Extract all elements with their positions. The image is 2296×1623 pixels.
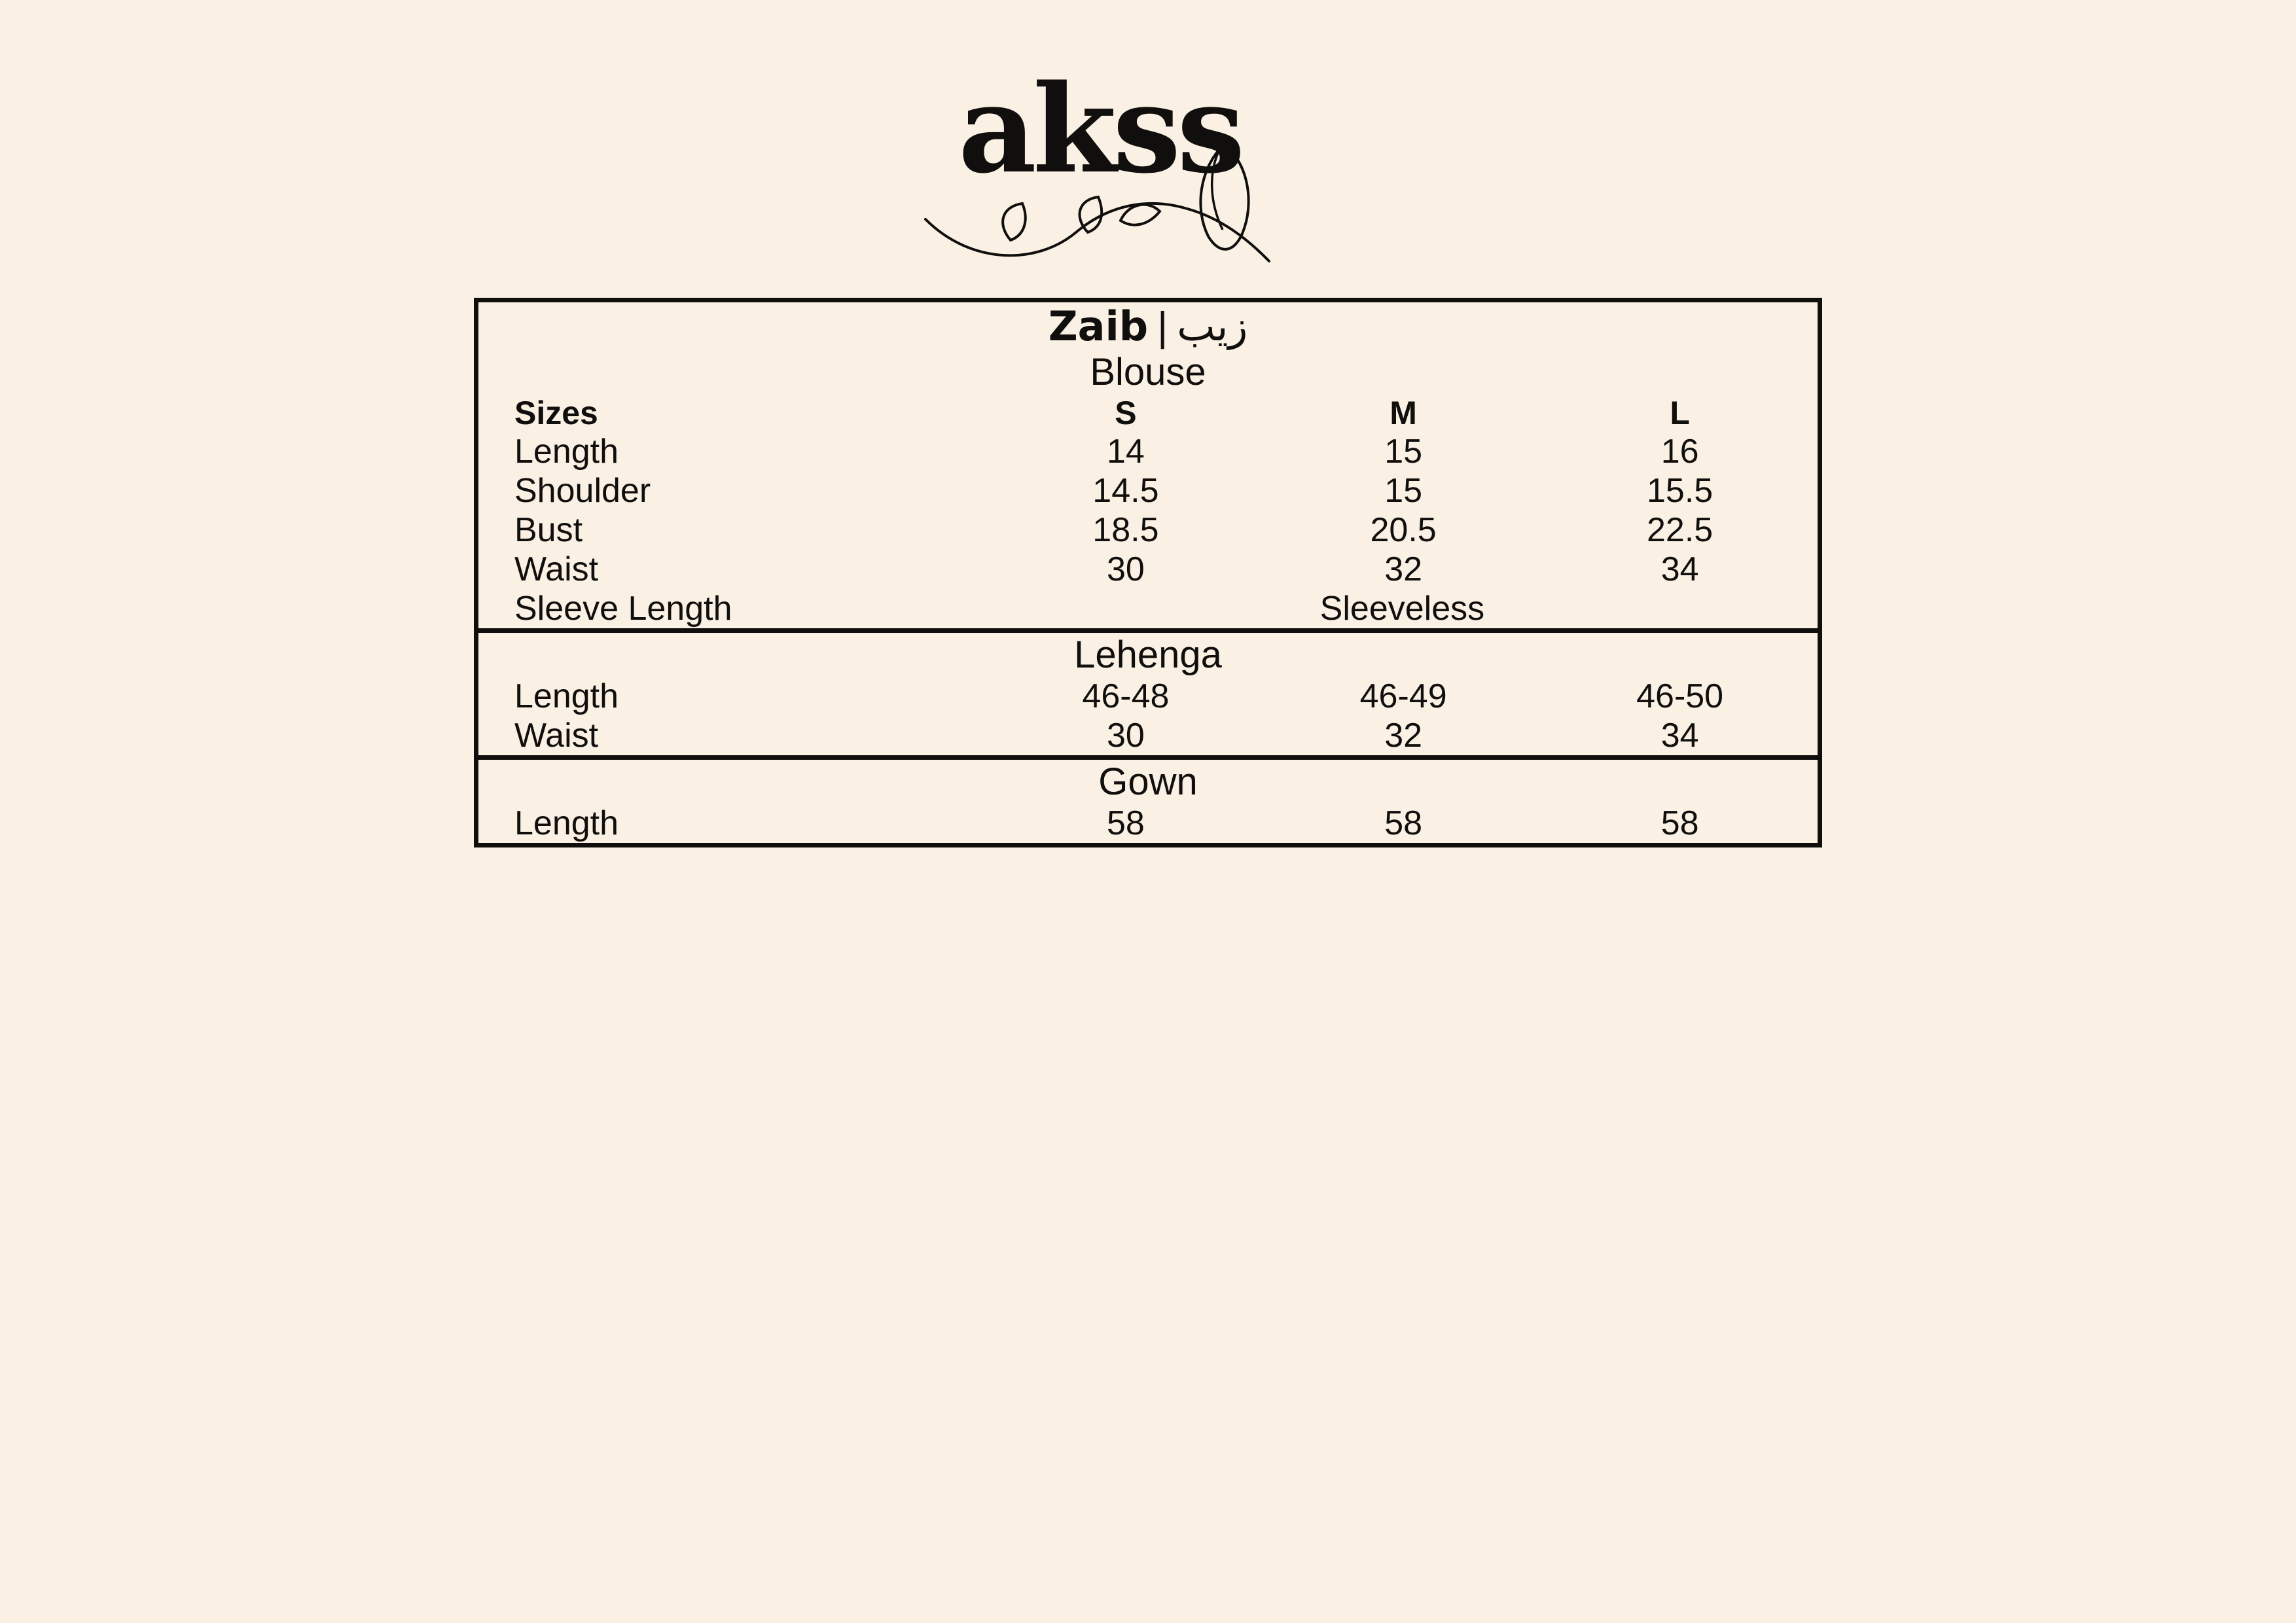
row-value-s: 14 (1106, 433, 1145, 471)
row-value-l: 58 (1660, 804, 1699, 842)
row-value-l: 46-50 (1636, 677, 1724, 715)
row-value-l: 22.5 (1647, 511, 1713, 549)
chart-title-en: Zaib (1048, 302, 1149, 350)
size-chart-table-wrap (474, 298, 1822, 847)
row-value-l: 34 (1660, 550, 1699, 588)
table-row (476, 677, 1820, 716)
row-label: Length (514, 677, 619, 715)
chart-title-row (476, 300, 1820, 351)
row-value-m: 32 (1384, 550, 1423, 588)
row-value-s: 14.5 (1092, 472, 1159, 510)
column-header-l: L (1670, 395, 1690, 431)
column-header-m: M (1390, 395, 1417, 431)
section-label-lehenga: Lehenga (476, 631, 1820, 677)
chart-title-cell (476, 300, 1820, 351)
chart-title-separator: | (1157, 304, 1168, 349)
row-label: Sleeve Length (514, 590, 732, 628)
brand-logo (912, 58, 1384, 285)
brand-name: akss (958, 58, 1242, 200)
row-label: Waist (514, 717, 599, 755)
row-value-m: 20.5 (1370, 511, 1437, 549)
row-value-s: 18.5 (1092, 511, 1159, 549)
column-header-sizes: Sizes (514, 395, 598, 431)
row-value-m: 58 (1384, 804, 1423, 842)
table-row (476, 716, 1820, 758)
row-label: Shoulder (514, 472, 651, 510)
table-row (476, 471, 1820, 510)
table-row (476, 432, 1820, 471)
section-label-gown: Gown (476, 758, 1820, 804)
row-label: Bust (514, 511, 583, 549)
section-header-gown (476, 758, 1820, 804)
row-value-l: 34 (1660, 717, 1699, 755)
row-value-l: 16 (1660, 433, 1699, 471)
row-value-m: 46-49 (1359, 677, 1447, 715)
section-header-lehenga (476, 631, 1820, 677)
section-header-blouse (476, 350, 1820, 394)
table-row (476, 589, 1820, 631)
row-label: Length (514, 433, 619, 471)
table-row (476, 510, 1820, 550)
row-value-s: 30 (1106, 550, 1145, 588)
row-value-m: 15 (1384, 433, 1423, 471)
row-value-m: 32 (1384, 717, 1423, 755)
table-row (476, 550, 1820, 589)
row-value-s: 46-48 (1082, 677, 1170, 715)
row-label: Waist (514, 550, 599, 588)
size-chart-table (474, 298, 1822, 847)
table-header-row (476, 394, 1820, 432)
chart-title-ar: زيب (1177, 302, 1248, 350)
row-value-merged: Sleeveless (1319, 590, 1485, 628)
row-value-l: 15.5 (1647, 472, 1713, 510)
table-row (476, 804, 1820, 846)
row-value-m: 15 (1384, 472, 1423, 510)
column-header-s: S (1115, 395, 1137, 431)
row-label: Length (514, 804, 619, 842)
row-value-s: 58 (1106, 804, 1145, 842)
section-label-blouse: Blouse (1090, 351, 1206, 393)
row-value-s: 30 (1106, 717, 1145, 755)
